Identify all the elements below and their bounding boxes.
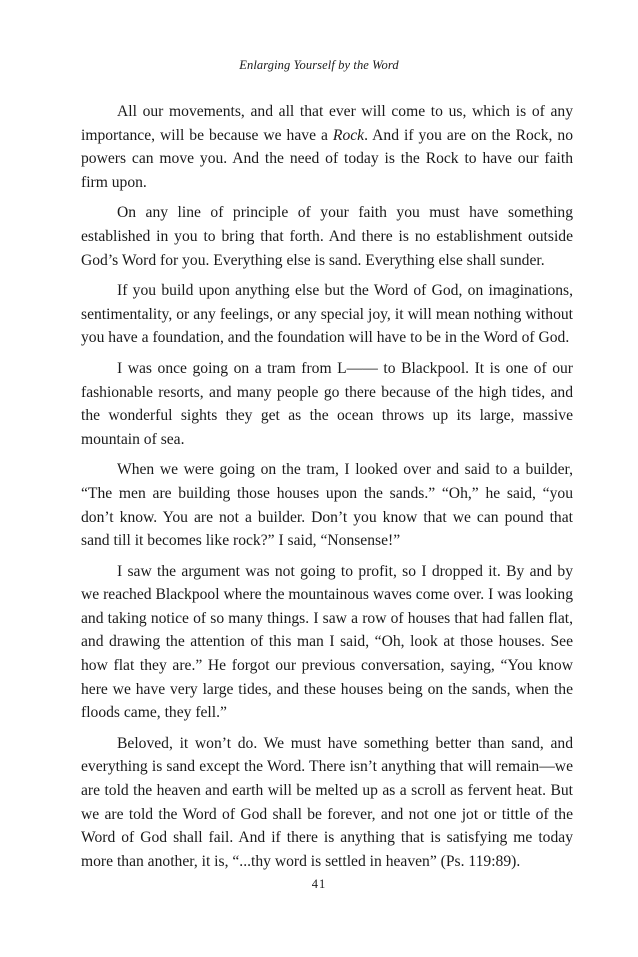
paragraph-text: . And if you are on the Rock, no powers can move you. And the need of today is the Rock to have our faith firm upon. <box>81 126 573 191</box>
paragraph: On any line of principle of your faith you must have something established in you to bring that forth. And there is no establishment outside God’s Word for you. Everything else is sand. Everything else shall sunder. <box>81 204 573 269</box>
paragraph: I was once going on a tram from L—— to Blackpool. It is one of our fashionable resorts, and many people go there because of the high tides, and the wonderful sights they get as the ocean throws up its large, massive mountain of sea. <box>81 359 573 448</box>
paragraph: If you build upon anything else but the Word of God, on imaginations, sentimentality, or any feelings, or any special joy, it will mean nothing without you have a foundation, and the foundation will have to be in the Word of God. <box>81 282 573 347</box>
paragraph <box>81 100 573 194</box>
paragraph-text: All our movements, and all that ever will come to us, which is of any importance, will be because we have a <box>81 103 573 144</box>
page-number: 41 <box>311 877 327 891</box>
emphasized-word: Rock <box>332 126 365 144</box>
body-text <box>81 100 573 880</box>
paragraph: Beloved, it won’t do. We must have something better than sand, and everything is sand except the Word. There isn’t anything that will remain—we are told the heaven and earth will be melted up as a scroll as fervent heat. But we are told the Word of God shall be forever, and not one jot or tittle of the Word of God shall fail. And if there is anything that is satisfying me today more than another, it is, “...thy word is settled in heaven” (Ps. 119:89). <box>81 734 573 870</box>
paragraph: When we were going on the tram, I looked over and said to a builder, “The men are building those houses upon the sands.” “Oh,” he said, “you don’t know. You are not a builder. Don’t you know that we can pound that sand till it becomes like rock?” I said, “Nonsense!” <box>81 461 573 550</box>
paragraph: I saw the argument was not going to profit, so I dropped it. By and by we reached Blackpool where the mountainous waves come over. I was looking and taking notice of so many things. I saw a row of houses that had fallen flat, and drawing the attention of this man I said, “Oh, look at those houses. See how flat they are.” He forgot our previous conversation, saying, “You know here we have very large tides, and these houses being on the sands, when the floods came, they fell.” <box>81 562 573 722</box>
running-head: Enlarging Yourself by the Word <box>239 58 399 72</box>
